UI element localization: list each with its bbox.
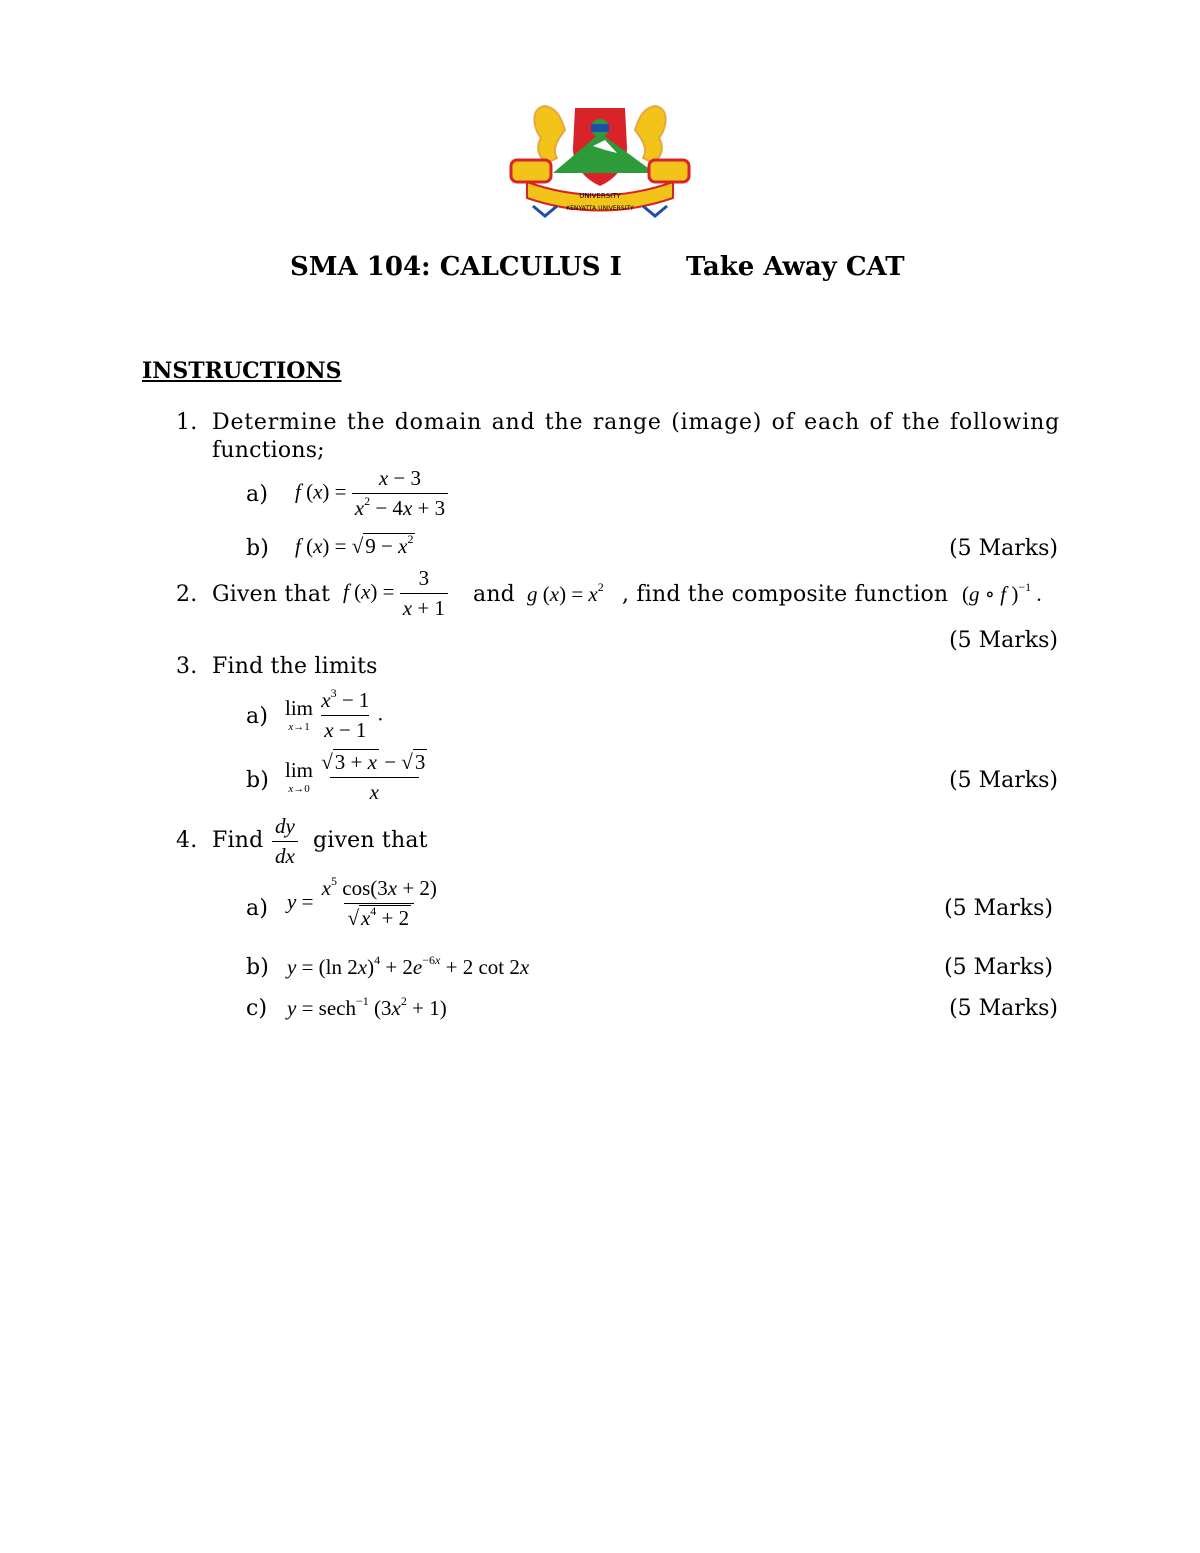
q4-derivative: $\frac{dy}{dx}$ — [272, 814, 298, 869]
q4b-marks: (5 Marks) — [944, 955, 1053, 980]
q2-number: 2. — [176, 582, 198, 607]
exam-type — [686, 252, 905, 282]
q4-given: given that — [313, 828, 428, 853]
q2-marks: (5 Marks) — [949, 628, 1058, 653]
course-title: SMA 104: CALCULUS I — [290, 252, 622, 282]
exam-type-label: Take Away CAT — [686, 252, 905, 282]
q2-and: and — [473, 582, 515, 607]
q1b-label: b) — [246, 536, 270, 561]
q4-number: 4. — [176, 828, 198, 853]
q3-number: 3. — [176, 654, 198, 679]
q1a-formula: f (x) = $\frac{x - 3}{x^2 - 4x + 3}$ — [295, 466, 448, 521]
q4a-marks: (5 Marks) — [944, 896, 1053, 921]
logo-text-line2: KENYATTA UNIVERSITY — [566, 205, 634, 212]
q4c-label: c) — [246, 996, 268, 1021]
q4c-formula: y = sech$^{-1}$ $(3x^2 + 1)$ — [287, 994, 447, 1020]
q4a-label: a) — [246, 896, 269, 921]
q3a-formula: lim x→1 $\frac{x^3 - 1}{x - 1}$ . — [285, 686, 383, 742]
instructions-heading: INSTRUCTIONS — [142, 358, 342, 384]
q4a-formula: y = $\frac{x^5 \cos(3x + 2)}{√x^4 + 2}$ — [287, 874, 437, 930]
q1b-formula: f $(x) = √9 - x^2$ — [295, 532, 414, 558]
q1-text-line2: functions; — [212, 438, 325, 463]
q2-g-formula: g $(x) = x^2$ — [527, 580, 604, 606]
q3-text: Find the limits — [212, 654, 378, 679]
q1-text-line1: Determine the domain and the range (image) of each of the following — [212, 410, 1060, 435]
q3b-label: b) — [246, 768, 270, 793]
q1-marks: (5 Marks) — [949, 536, 1058, 561]
q4-find: Find — [212, 828, 264, 853]
page-header — [290, 252, 622, 282]
q4b-label: b) — [246, 955, 270, 980]
q3-marks: (5 Marks) — [949, 768, 1058, 793]
q2-composite: (g ∘ f )$^{-1}$ . — [962, 580, 1042, 606]
q1-number: 1. — [176, 410, 198, 435]
q4c-marks: (5 Marks) — [949, 996, 1058, 1021]
q2-find: , find the composite function — [622, 582, 949, 607]
q1a-label: a) — [246, 482, 269, 507]
logo-text-line1: UNIVERSITY — [579, 192, 621, 200]
q3b-formula: lim x→0 $\frac{√3 + x - √3}{x}$ — [285, 750, 426, 804]
q4b-formula: y = (ln $2x)^4 + 2e^{-6x} + 2$ cot 2x — [287, 953, 530, 979]
q2-given: Given that — [212, 582, 331, 607]
university-crest-logo — [505, 98, 695, 233]
q2-f-formula: f (x) = $\frac{3}{x + 1}$ — [343, 566, 448, 621]
q3a-label: a) — [246, 704, 269, 729]
